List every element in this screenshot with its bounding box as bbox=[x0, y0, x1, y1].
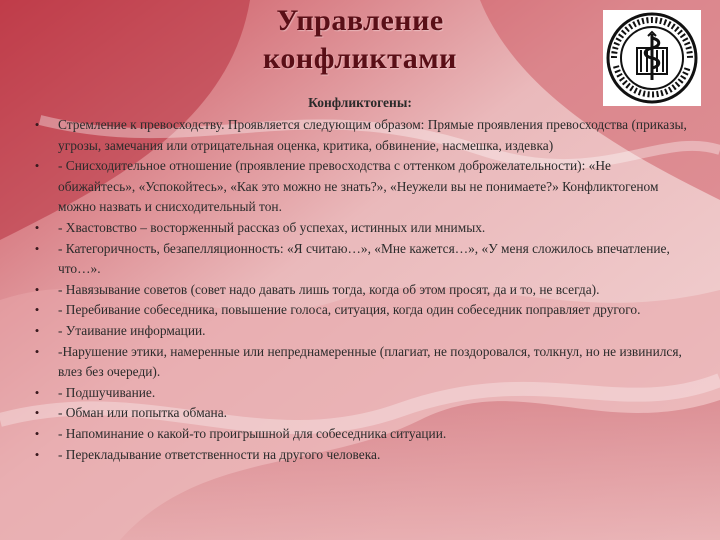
list-item bbox=[32, 445, 687, 466]
bullet-icon: • bbox=[34, 425, 40, 441]
list-item-text: Стремление к превосходству. Проявляется следующим образом: Прямые проявления превосходства (приказы, угрозы, замечания или отрицательная оценка, критика, обвинение, насмешка, издевка) bbox=[58, 117, 687, 153]
bullet-icon: • bbox=[34, 281, 40, 297]
list-item-text: - Подшучивание. bbox=[58, 384, 156, 400]
list-item bbox=[32, 403, 687, 424]
section-subtitle: Конфликтогены: bbox=[308, 95, 412, 110]
slide-title bbox=[190, 2, 530, 78]
bullet-icon: • bbox=[34, 240, 40, 256]
list-item bbox=[32, 239, 687, 280]
bullet-icon: • bbox=[34, 446, 40, 462]
title-line-1: Управление bbox=[276, 4, 444, 37]
title-line-2: конфликтами bbox=[263, 42, 457, 75]
list-item-text: - Категоричность, безапелляционность: «Я считаю…», «Мне кажется…», «У меня сложилось впечатление, что…». bbox=[58, 240, 670, 277]
list-item-text: - Напоминание о какой-то проигрышной для собеседника ситуации. bbox=[58, 425, 447, 441]
bullet-icon: • bbox=[34, 117, 40, 132]
list-item bbox=[32, 280, 687, 301]
bullet-icon: • bbox=[34, 343, 40, 359]
bullet-icon: • bbox=[34, 384, 40, 400]
list-item bbox=[32, 156, 687, 218]
bullet-icon: • bbox=[34, 302, 40, 318]
list-item-text: - Обман или попытка обмана. bbox=[58, 405, 227, 421]
list-item bbox=[32, 321, 687, 342]
list-item-text: - Снисходительное отношение (проявление превосходства с оттенком доброжелательности): «Не обижайтесь», «Успокойтесь», «Как это можно не знать?», «Неужели вы не понимаете?» Конфликтогеном можно назвать и снисходительный тон. bbox=[58, 158, 659, 215]
list-item bbox=[32, 383, 687, 404]
list-item-text: - Утаивание информации. bbox=[58, 322, 206, 338]
bullet-icon: • bbox=[34, 405, 40, 421]
list-item bbox=[32, 218, 687, 239]
list-item bbox=[32, 300, 687, 321]
list-item-text: - Перебивание собеседника, повышение голоса, ситуация, когда один собеседник поправляет другого. bbox=[58, 302, 641, 318]
bullet-icon: • bbox=[34, 322, 40, 338]
list-item-text: - Навязывание советов (совет надо давать лишь тогда, когда об этом просят, да и то, не всегда). bbox=[58, 281, 600, 297]
list-item-text: - Перекладывание ответственности на другого человека. bbox=[58, 446, 381, 462]
medical-university-seal-icon bbox=[603, 10, 701, 106]
conflictogen-list bbox=[32, 115, 687, 465]
list-item bbox=[32, 424, 687, 445]
list-item-text: - Хвастовство – восторженный рассказ об успехах, истинных или мнимых. bbox=[58, 219, 486, 235]
list-item-text: -Нарушение этики, намеренные или непреднамеренные (плагиат, не поздоровался, толкнул, но не извинился, влез без очереди). bbox=[58, 343, 682, 380]
list-item bbox=[32, 342, 687, 383]
bullet-icon: • bbox=[34, 219, 40, 235]
bullet-icon: • bbox=[34, 158, 40, 174]
list-item bbox=[32, 115, 687, 156]
